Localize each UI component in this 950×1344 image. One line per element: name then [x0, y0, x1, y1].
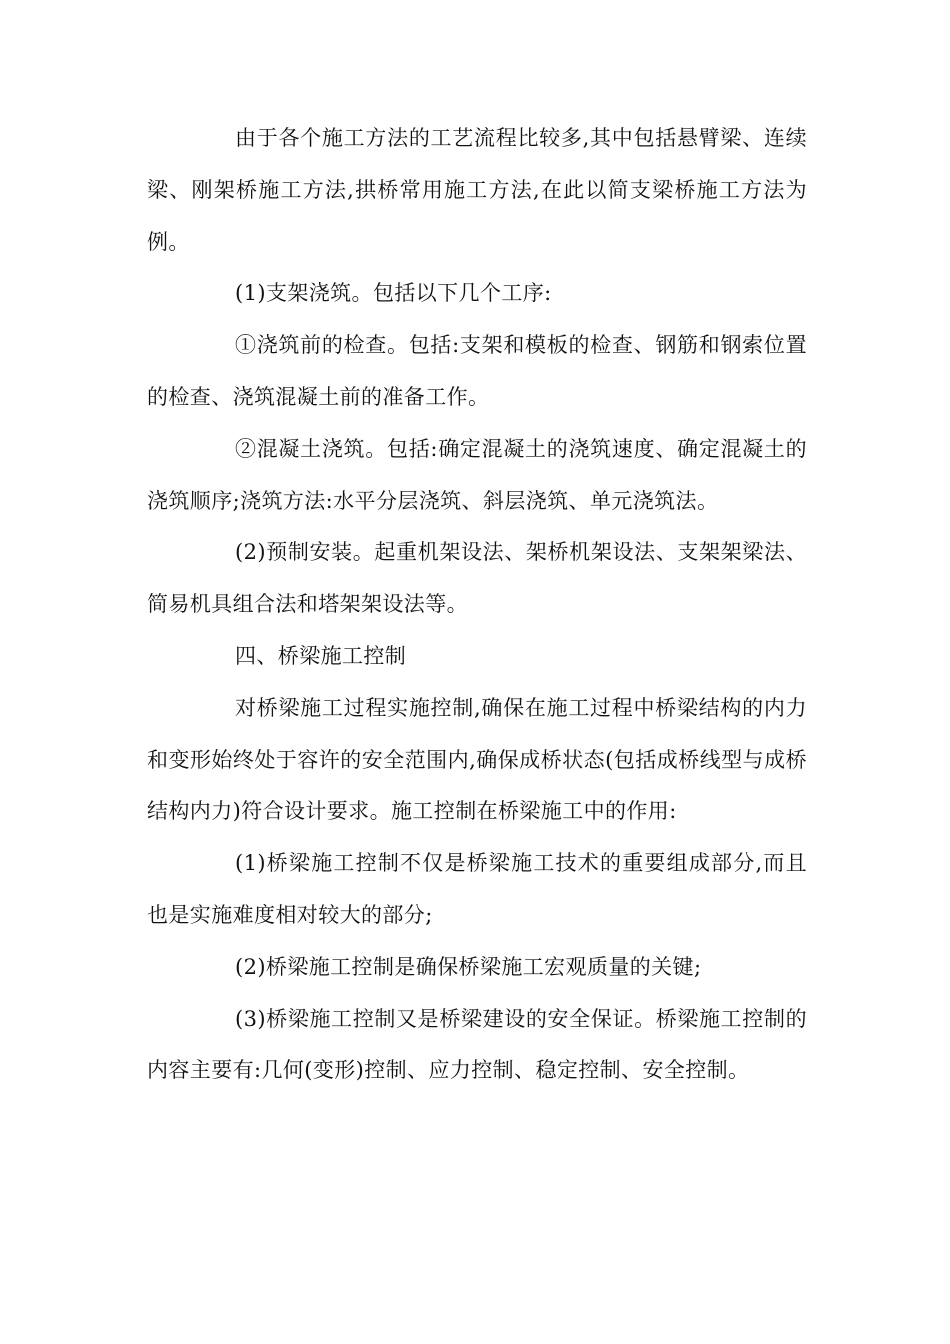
- paragraph-control-role-1: (1)桥梁施工控制不仅是桥梁施工技术的重要组成部分,而且也是实施难度相对较大的部分;: [147, 851, 807, 927]
- paragraph-support-casting: (1)支架浇筑。包括以下几个工序:: [235, 281, 552, 306]
- paragraph-control-role-3: (3)桥梁施工控制又是桥梁建设的安全保证。桥梁施工控制的内容主要有:几何(变形)控制、应力控制、稳定控制、安全控制。: [147, 1006, 807, 1083]
- paragraph-pre-casting-check: ①浇筑前的检查。包括:支架和模板的检查、钢筋和钢索位置的检查、浇筑混凝土前的准备工作。: [147, 333, 807, 409]
- paragraph-control-purpose: 对桥梁施工过程实施控制,确保在施工过程中桥梁结构的内力和变形始终处于容许的安全范围内,确保成桥状态(包括成桥线型与成桥结构内力)符合设计要求。施工控制在桥梁施工中的作用:: [147, 695, 807, 824]
- paragraph-method-overview: 由于各个施工方法的工艺流程比较多,其中包括悬臂梁、连续梁、刚架桥施工方法,拱桥常用施工方法,在此以简支梁桥施工方法为例。: [147, 126, 807, 254]
- paragraph-precast-installation: (2)预制安装。起重机架设法、架桥机架设法、支架架梁法、简易机具组合法和塔架架设法等。: [147, 540, 807, 617]
- paragraph-concrete-casting: ②混凝土浇筑。包括:确定混凝土的浇筑速度、确定混凝土的浇筑顺序;浇筑方法:水平分层浇筑、斜层浇筑、单元浇筑法。: [147, 436, 807, 513]
- paragraph-control-role-2: (2)桥梁施工控制是确保桥梁施工宏观质量的关键;: [235, 954, 702, 979]
- document-body: [147, 113, 807, 1097]
- section-heading-construction-control: 四、桥梁施工控制: [235, 643, 407, 668]
